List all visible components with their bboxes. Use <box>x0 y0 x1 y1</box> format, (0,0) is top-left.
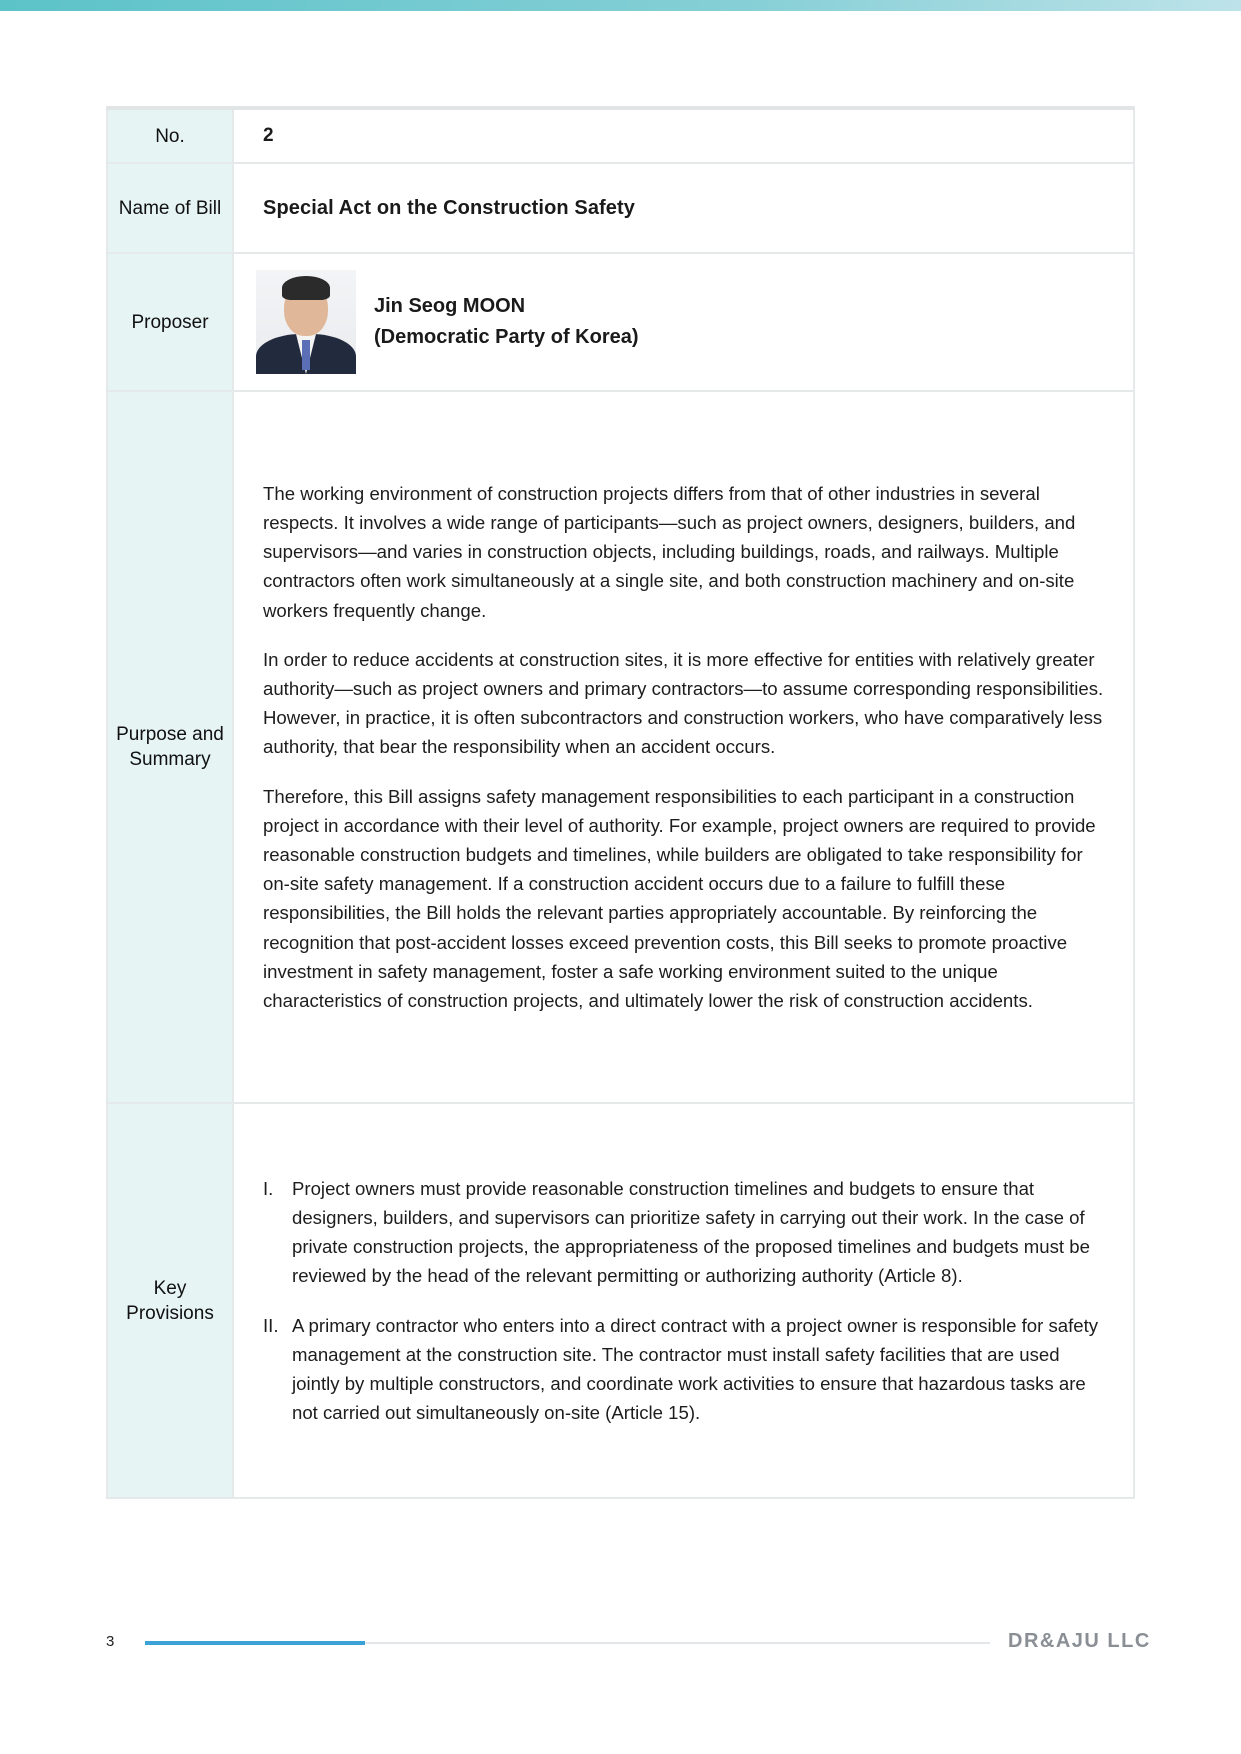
purpose-paragraph: The working environment of construction projects differs from that of other industries in several respects. It involves a wide range of participants—such as project owners, designers, builders, and supervisors—and varies in construction objects, including buildings, roads, and railways. Multiple contractors often work simultaneously at a single site, and both construction machinery and on-site workers frequently change. <box>263 482 1076 621</box>
proposer-label: Proposer <box>107 253 233 391</box>
provision-text: Project owners must provide reasonable construction timelines and budgets to ensure that designers, builders, and supervisors can prioritize safety in carrying out their work. In the case of private construction projects, the appropriateness of the proposed timelines and budgets must be reviewed by the head of the relevant permitting or authorizing authority (Article 8). <box>292 1177 1090 1287</box>
proposer-name: Jin Seog MOON <box>374 295 526 317</box>
provision-item <box>263 1311 1107 1428</box>
row-purpose <box>107 391 1134 1103</box>
provision-text: A primary contractor who enters into a direct contract with a project owner is responsible for safety management at the construction site. The contractor must install safety facilities that are used jointly by multiple constructors, and coordinate work activities to ensure that hazardous tasks are not carried out simultaneously on-site (Article 15). <box>292 1314 1099 1424</box>
row-bill-name <box>107 163 1134 253</box>
bill-number: 2 <box>263 125 274 146</box>
proposer-text <box>374 291 639 353</box>
row-number <box>107 108 1134 163</box>
provision-number: II. <box>263 1314 279 1336</box>
bill-name: Special Act on the Construction Safety <box>263 196 636 219</box>
proposer-cell <box>233 253 1134 391</box>
page-number: 3 <box>106 1633 115 1650</box>
bill-info-table <box>106 106 1135 1499</box>
key-cell <box>233 1103 1134 1498</box>
provision-number: I. <box>263 1177 274 1199</box>
row-proposer <box>107 253 1134 391</box>
purpose-paragraph: Therefore, this Bill assigns safety management responsibilities to each participant in a construction project in accordance with their level of authority. For example, project owners are required to provide reasonable construction budgets and timelines, while builders are obligated to take responsibility for on-site safety management. If a construction accident occurs due to a failure to fulfill these responsibilities, the Bill holds the relevant parties appropriately accountable. By reinforcing the recognition that post-accident losses exceed prevention costs, this Bill seeks to promote proactive investment in safety management, foster a safe working environment suited to the unique characteristics of construction projects, and ultimately lower the risk of construction accidents. <box>263 785 1096 1012</box>
row-key-provisions <box>107 1103 1134 1498</box>
provision-item <box>263 1174 1107 1291</box>
brand-logo-text: DR&AJU LLC <box>1008 1630 1151 1652</box>
provision-list <box>263 1174 1107 1428</box>
purpose-label: Purpose and Summary <box>107 391 233 1103</box>
page-progress-track <box>145 1642 990 1644</box>
proposer-block <box>256 270 1107 374</box>
purpose-paragraph: In order to reduce accidents at construction sites, it is more effective for entities with relatively greater authority—such as project owners and primary contractors—to assume corresponding responsibilities. However, in practice, it is often subcontractors and construction workers, who have comparatively less authority, that bear the responsibility when an accident occurs. <box>263 648 1104 758</box>
name-cell <box>233 163 1134 253</box>
no-cell <box>233 108 1134 163</box>
purpose-cell <box>233 391 1134 1103</box>
no-label: No. <box>107 108 233 163</box>
page-progress-fill <box>145 1641 365 1645</box>
proposer-photo <box>256 270 356 374</box>
proposer-party: (Democratic Party of Korea) <box>374 326 639 348</box>
key-label: Key Provisions <box>107 1103 233 1498</box>
name-label: Name of Bill <box>107 163 233 253</box>
top-accent-bar <box>0 0 1241 11</box>
